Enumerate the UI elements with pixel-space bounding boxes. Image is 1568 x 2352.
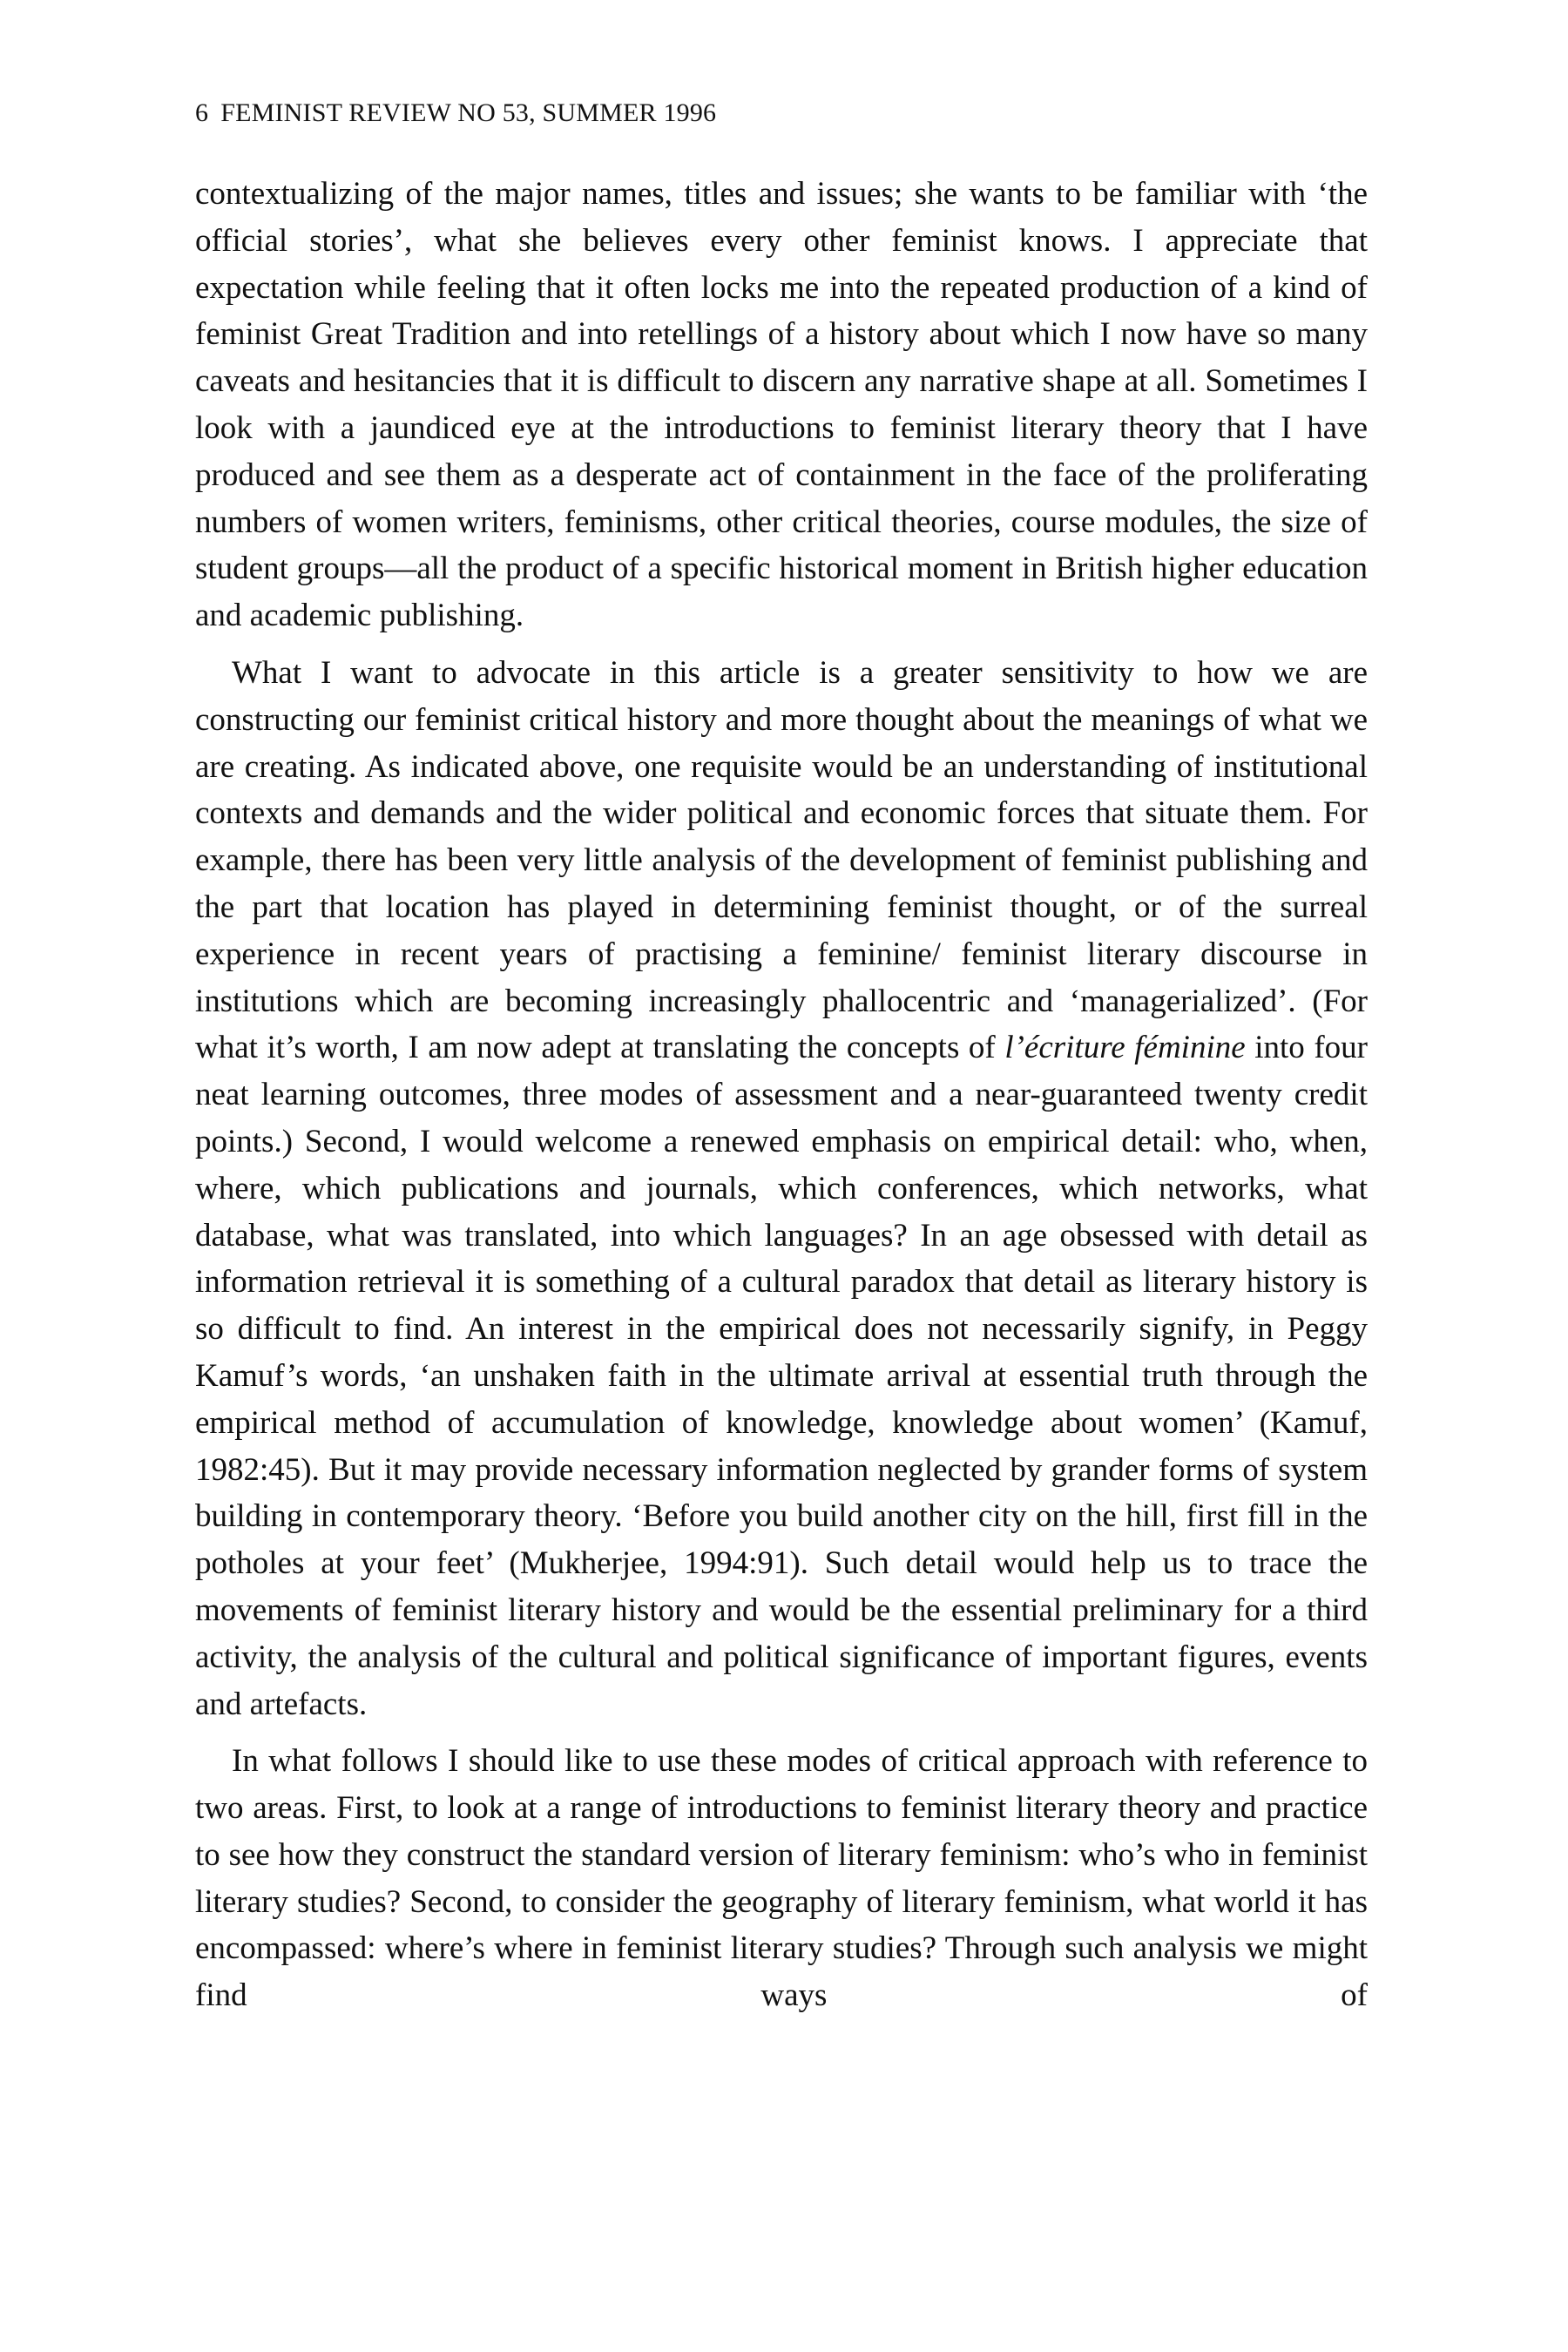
paragraph-advocacy bbox=[195, 650, 1368, 1727]
running-header bbox=[195, 96, 716, 131]
paragraph-approach: In what follows I should like to use these modes of critical approach with reference to two areas. First, to look at a range of introductions to feminist literary theory and practice to see how they construct the standard version of literary feminism: who’s who in feminist literary studies? Second, to consider the geography of literary feminism, what world it has encompassed: where’s where in feminist literary studies? Through such analysis we might find ways of bbox=[195, 1743, 1368, 2014]
paragraph-advocacy-text-1: What I want to advocate in this article is a greater sensitivity to how we are constructing our feminist critical history and more thought about the meanings of what we are creating. As indicated above, one requisite would be an understanding of institutional contexts and demands and the wider political and economic forces that situate them. For example, there has been very little analysis of the development of feminist publishing and the part that location has played in determining feminist thought, or of the surreal experience in recent years of practising a feminine/ feminist literary discourse in institutions which are becoming increasingly phallocentric and ‘managerialized’. (For what it’s worth, I am now adept at translating the concepts of bbox=[195, 654, 1368, 1066]
paragraph-advocacy-text-2: into four neat learning outcomes, three modes of assessment and a near-guaranteed twenty credit points.) Second, I would welcome a renewed emphasis on empirical detail: who, when, where, which publications and journals, which conferences, which networks, what database, what was translated, into which languages? In an age obsessed with detail as information retrieval it is something of a cultural paradox that detail as literary history is so difficult to find. An interest in the empirical does not necessarily signify, in Peggy Kamuf’s words, ‘an unshaken faith in the ultimate arrival at essential truth through the empirical method of accumulation of knowledge, knowledge about women’ (Kamuf, 1982:45). But it may provide necessary information neglected by grander forms of system building in contemporary theory. ‘Before you build another city on the hill, first fill in the potholes at your feet’ (Mukherjee, 1994:91). Such detail would help us to trace the movements of feminist literary history and would be the essential preliminary for a third activity, the analysis of the cultural and political significance of important figures, events and artefacts. bbox=[195, 1030, 1368, 1722]
journal-title: FEMINIST REVIEW NO 53, SUMMER 1996 bbox=[220, 98, 717, 127]
italic-term: l’écriture féminine bbox=[1004, 1030, 1246, 1066]
page-number: 6 bbox=[195, 98, 209, 127]
article-body bbox=[195, 171, 1368, 2030]
paragraph-continued: contextualizing of the major names, titles and issues; she wants to be familiar with ‘the official stories’, what she believes every other feminist knows. I appreciate that expectation while feeling that it often locks me into the repeated production of a kind of feminist Great Tradition and into retellings of a history about which I now have so many caveats and hesitancies that it is difficult to discern any narrative shape at all. Sometimes I look with a jaundiced eye at the introductions to feminist literary theory that I have produced and see them as a desperate act of containment in the face of the proliferating numbers of women writers, feminisms, other critical theories, course modules, the size of student groups—all the product of a specific historical moment in British higher education and academic publishing. bbox=[195, 176, 1368, 634]
